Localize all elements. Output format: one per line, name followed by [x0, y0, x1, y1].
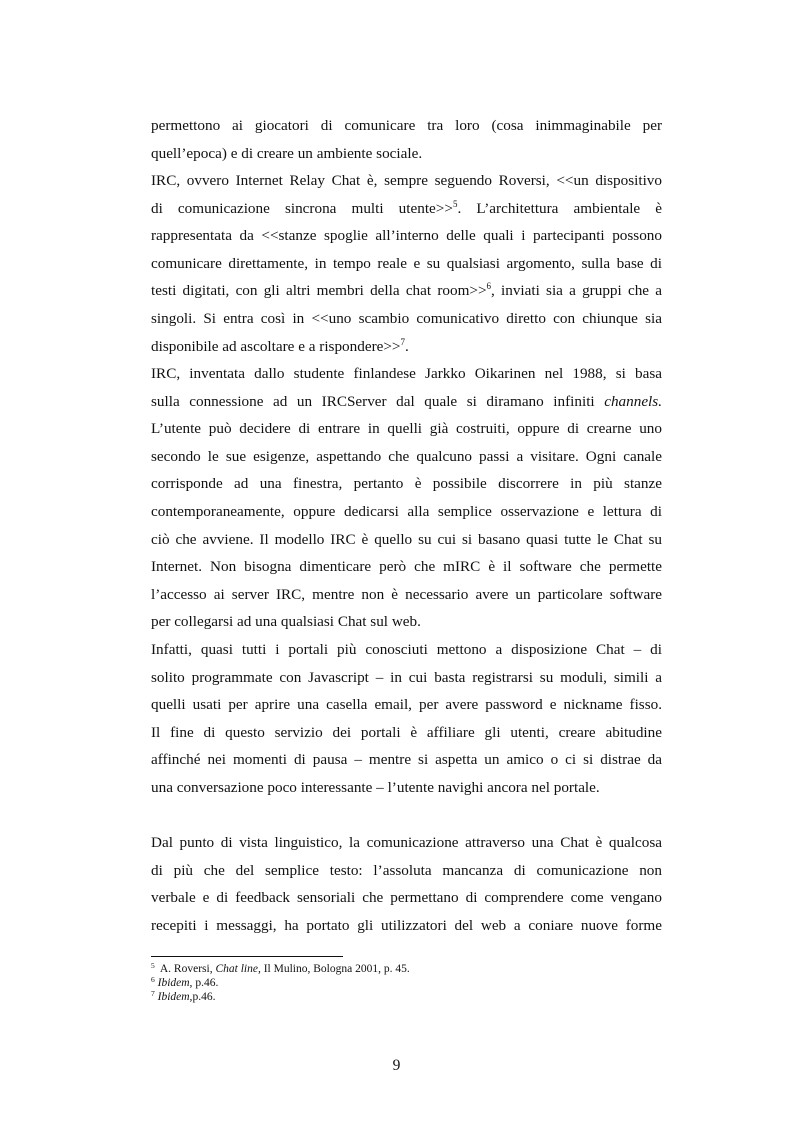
text-line: comunicare direttamente, in tempo reale e su qualsiasi argomento, sulla base di [151, 254, 662, 272]
text-line: Internet. Non bisogna dimenticare però che mIRC è il software che permette [151, 558, 662, 576]
footnote-5: $^5$ A. Roversi, Chat line, Il Mulino, Bologna 2001, p. 45. [151, 961, 410, 975]
text-line: contemporaneamente, oppure dedicarsi alla semplice osservazione e lettura di [151, 502, 662, 520]
text-line: una conversazione poco interessante – l’utente navighi ancora nel portale. [151, 778, 600, 796]
footnote-number: 6 [151, 975, 155, 984]
text-line: L’utente può decidere di entrare in quelli già costruiti, oppure di crearne uno [151, 420, 662, 438]
text-line: IRC, inventata dallo studente finlandese Jarkko Oikarinen nel 1988, si basa [151, 365, 662, 382]
text-line: singoli. Si entra così in <<uno scambio comunicativo diretto con chiunque sia [151, 309, 662, 327]
text-line: Dal punto di vista linguistico, la comunicazione attraverso una Chat è qualcosa [151, 834, 662, 851]
text-line: corrisponde ad una finestra, pertanto è possibile discorrere in più stanze [151, 475, 662, 493]
text-line: l’accesso ai server IRC, mentre non è necessario avere un particolare software [151, 585, 662, 603]
text-line: Il fine di questo servizio dei portali è affiliare gli utenti, creare abitudine [151, 723, 662, 741]
text-line: secondo le sue esigenze, aspettando che qualcuno passi a visitare. Ogni canale [151, 447, 662, 465]
text-line: permettono ai giocatori di comunicare tra loro (cosa inimmaginabile per [151, 117, 662, 134]
footnote-divider [151, 956, 343, 957]
text-line: solito programmate con Javascript – in cui basta registrarsi su moduli, simili a [151, 668, 662, 686]
text-line: per collegarsi ad una qualsiasi Chat sul web. [151, 613, 421, 631]
text-line: quell’epoca) e di creare un ambiente sociale. [151, 144, 423, 162]
italic-term: channels. [604, 392, 662, 410]
footnote-7: $^7$ Ibidem,p.46. [151, 989, 216, 1003]
text-line: ciò che avviene. Il modello IRC è quello su cui si basano quasi tutte le Chat su [151, 530, 662, 548]
text-line: di comunicazione sincrona multi utente>>$^5$. L’architettura ambientale è [151, 198, 663, 217]
text-line: sulla connessione ad un IRCServer dal quale si diramano infiniti channels. [151, 392, 662, 410]
text-line: disponibile ad ascoltare e a rispondere>>$^7$. [151, 336, 409, 355]
text-line: quelli usati per aprire una casella email, per avere password e nickname fisso. [151, 696, 662, 714]
text-line: Infatti, quasi tutti i portali più conosciuti mettono a disposizione Chat – di [151, 641, 662, 658]
text-line: verbale e di feedback sensoriali che permettano di comprendere come vengano [151, 889, 662, 907]
text-line: IRC, ovvero Internet Relay Chat è, sempre seguendo Roversi, <<un dispositivo [151, 172, 662, 189]
paragraph-1 [151, 112, 662, 167]
text-line: recepiti i messaggi, ha portato gli utilizzatori del web a coniare nuove forme [151, 916, 662, 934]
page-number: 9 [392, 1057, 401, 1074]
paragraph-4 [151, 636, 662, 802]
paragraph-2 [151, 167, 662, 360]
footnote-ref: 5 [452, 198, 458, 209]
footnote-ref: 6 [486, 281, 492, 292]
text-line: testi digitati, con gli altri membri della chat room>>$^6$, inviati sia a gruppi che a [151, 281, 662, 300]
paragraph-5 [151, 829, 662, 939]
footnote-number: 5 [151, 961, 155, 970]
text-line: affinché nei momenti di pausa – mentre si aspetta un amico o ci si distrae da [151, 751, 662, 769]
footnote-number: 7 [151, 989, 155, 998]
footnote-6: $^6$ Ibidem, p.46. [151, 975, 219, 989]
text-line: rappresentata da <<stanze spoglie all’interno delle quali i partecipanti possono [151, 227, 662, 245]
paragraph-3 [151, 360, 662, 636]
footnote-ref: 7 [400, 336, 405, 347]
text-line: di più che del semplice testo: l’assoluta mancanza di comunicazione non [151, 861, 662, 879]
